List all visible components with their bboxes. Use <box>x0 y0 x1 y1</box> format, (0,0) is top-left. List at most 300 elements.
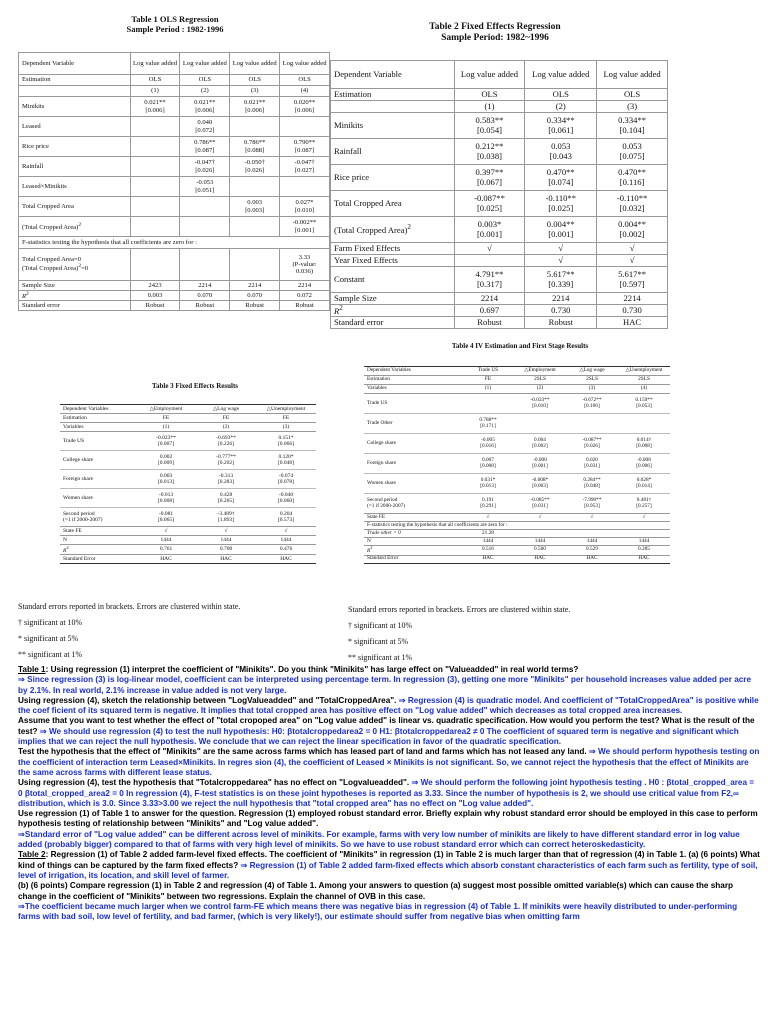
check-mark: √ <box>164 527 168 534</box>
state-fe-label: State FE <box>63 527 82 534</box>
table-row <box>364 454 670 474</box>
table-row <box>331 61 668 89</box>
coef-cell: 0.212** [0.038] <box>454 139 525 165</box>
table-row <box>60 423 316 432</box>
coef-cell <box>130 197 180 217</box>
question-4: Test the hypothesis that the effect of "Minikits" are the same across farms which has leased part of land and farms which has not leased any land. ⇒ We should perform hypothesis testing on the coefficient of interaction term Leased×Minikits. In regres sion (4), the coefficient of Leased × Minikits is not significant. So, we cannot reject the hypothesis that the effect of Minikits are the same across farms with different lease status. <box>18 747 760 777</box>
cell: 1444 <box>482 537 494 544</box>
table-row <box>331 305 668 317</box>
table-row <box>19 281 330 291</box>
state-fe-label: State FE <box>367 513 386 520</box>
row-label: Minikits <box>331 113 455 139</box>
coef-cell: 0.027* [0.010] <box>280 197 330 217</box>
table-row <box>60 405 316 414</box>
coef-cell: 0.334** [0.061] <box>525 113 597 139</box>
coef-cell: 0.053 [0.043 <box>525 139 597 165</box>
coef-cell <box>230 117 280 137</box>
cell: 5.617** [0.597] <box>597 267 668 293</box>
check-mark: √ <box>538 513 542 520</box>
note: Standard errors reported in brackets. Errors are clustered within state. <box>18 602 241 611</box>
table-row <box>19 249 330 281</box>
question-8: (b) (6 points) Compare regression (1) in Table 2 and regression (4) of Table 1. Among your answers to question (a) suggest most possible omitted variable(s) which can cause the sharp change in the coefficient of "Minikits" between two regressions. Explain the channel of OVB in this case. <box>18 881 734 901</box>
question-3: Assume that you want to test whether the effect of "total cropoped area" on "Log value added" is linear vs. quadratic specification. How would you perform the test? What is the result of the test? ⇒ We should use regression (4) to test the null hypothesis: H0: βtotalcroppedarea2 = 0 H1: βtotalcroppedarea2 ≠ 0 The coefficient of squared term is negative and significant which implies that we can reject the null hypothesis. We conclude that we can reject the linear specification in favor of the quadratic specification. <box>18 716 755 747</box>
coef-cell: -0.672** [0.166] <box>582 396 602 409</box>
header-cell: △Employment <box>149 405 183 412</box>
cell: 2214 <box>280 281 330 291</box>
header-cell: △Unemployment <box>266 405 306 412</box>
row-label: Women share <box>63 494 93 501</box>
table-row <box>19 53 330 75</box>
coef-cell: 0.120* [0.048] <box>277 453 295 466</box>
check-mark: √ <box>454 243 525 255</box>
coef-cell: 0.053 [0.075] <box>597 139 668 165</box>
coef-cell: -0.023** [0.007] <box>156 434 176 447</box>
column-number: (4) <box>280 86 330 97</box>
header-cell: OLS <box>280 75 330 86</box>
cell: HAC <box>280 555 292 562</box>
ftest-row-label: Trade other = 0 <box>367 529 401 536</box>
cell: Robust <box>280 301 330 311</box>
row-label: Leased <box>19 117 131 137</box>
dep-label: Dependent Variables <box>63 405 109 412</box>
coef-cell: 0.159** [0.053] <box>635 396 653 409</box>
table-row <box>60 470 316 489</box>
coef-cell: 0.020 [0.031] <box>584 456 600 469</box>
question-7: Table 2: Regression (1) of Table 2 added farm-level fixed effects. The coefficient of "Minikits" in regression (1) in Table 2 is much larger than that of regression (4) in Table 1. (a) (6 points) What kind of things can be captured by the farm fixed effects? ⇒ Regression (1) of Table 2 added farm-fixed effects which absorb constant characteristics of each farm such as fertility, type of soil, level of irrigation, its location, and skill level of farmer. <box>18 850 760 880</box>
coef-cell: 0.021** [0.006] <box>130 97 180 117</box>
coef-cell: -0.047† [0.026] <box>180 157 230 177</box>
table-row <box>331 267 668 293</box>
coef-cell <box>280 177 330 197</box>
r2-label: $R^2$ <box>331 305 455 317</box>
table2-title: Table 2 Fixed Effects Regression <box>429 22 561 32</box>
check-mark: √ <box>224 527 228 534</box>
note: ** significant at 1% <box>18 650 83 659</box>
table1-caption <box>100 14 250 34</box>
check-mark: √ <box>486 513 490 520</box>
coef-cell: 0.002 [0.009] <box>157 453 175 466</box>
coef-cell <box>130 137 180 157</box>
table2-caption <box>400 22 590 45</box>
coef-cell: 0.014† [0.008] <box>636 436 652 449</box>
answer-6: ⇒Standard error of "Log value added" can be different across level of minikits. For example, farms with very low number of minikits are likely to have different standard error in log value added (probably bigger) compared to that of farms with very high level of minikits. So we have to use robust standard error which can correct heteroskedasticity. <box>18 829 740 850</box>
column-number: (1) <box>162 423 170 430</box>
ftest-value: 21.28 <box>482 529 494 536</box>
note: ** significant at 1% <box>348 653 413 662</box>
questions-and-answers <box>18 665 760 922</box>
dep-label: Dependent Variables <box>367 367 411 374</box>
header-cell: 2SLS <box>534 376 546 383</box>
cell: 0.285 <box>638 546 650 553</box>
row-label: Women share <box>367 479 396 486</box>
note: * significant at 5% <box>18 634 79 643</box>
row-label: Minikits <box>19 97 131 117</box>
cell: 0.730 <box>525 305 597 317</box>
cell: Robust <box>180 301 230 311</box>
coef-cell: 0.003 [0.013] <box>157 472 175 485</box>
check-mark: √ <box>525 255 597 267</box>
cell: 0.697 <box>454 305 525 317</box>
table-row <box>60 489 316 508</box>
table-row <box>364 376 670 385</box>
table1-title: Table 1 OLS Regression <box>131 14 219 24</box>
answer-8: ⇒The coefficient became much larger when we control farm-FE which means there was negative bias in regression (4) of Table 1. If minikits were heavily distributed to under-performing farms with bad soil, low level of fertility, and bad farmer, (which is very likely!), our estimate should suffer from negative bias when omitting farm <box>18 901 738 922</box>
cell: 2214 <box>597 293 668 305</box>
table1-subtitle: Sample Period : 1982-1996 <box>126 24 224 35</box>
coef-cell: -0.008 [0.006] <box>636 456 652 469</box>
coef-cell <box>462 394 514 414</box>
row-label: Second period (=1 if 2000-2007) <box>63 510 103 523</box>
cell: 5.617** [0.339] <box>525 267 597 293</box>
row-label: College share <box>367 439 396 446</box>
coef-cell: -0.074 [0.078] <box>277 472 295 485</box>
coef-cell: 0.004** [0.001] <box>525 217 597 243</box>
n-label: N <box>63 536 67 543</box>
table-row <box>60 414 316 423</box>
coef-cell: 0.003 [0.003] <box>230 197 280 217</box>
coef-cell: 0.790** [0.087] <box>280 137 330 157</box>
table-row <box>19 97 330 117</box>
coef-cell: -0.000 [0.001] <box>532 456 548 469</box>
question-5: Using regression (4), test the hypothesis that "Totalcroppedarea" has no effect on "Logvalueadded". ⇒ We should perform the following joint hypothesis testing . H0 : βtotal_cropped_area = 0 βtotal_cropped_area2 = 0 In regression (4), F-test statistics is on these joint hypotheses is reported as 3.33. Since the number of hypothesis is 2, we should use critical value from F2,∞ distribution, which is 3.0. Since 3.33>3.00 we reject the null hypothesis that "total cropped area" has no effect on "Log value added". <box>18 778 755 808</box>
table-row <box>60 554 316 563</box>
coef-cell: -0.087** [0.026] <box>582 436 602 449</box>
table-row <box>19 237 330 249</box>
row-label: Rainfall <box>331 139 455 165</box>
table-row <box>19 117 330 137</box>
table-row <box>364 546 670 556</box>
column-number: (3) <box>230 86 280 97</box>
header-cell: OLS <box>130 75 180 86</box>
cell: 1444 <box>586 537 598 544</box>
table-row <box>60 536 316 545</box>
column-number: (3) <box>282 423 290 430</box>
row-label: Rice price <box>331 165 455 191</box>
table-row <box>60 508 316 527</box>
dep-label: Dependent Variable <box>331 61 455 89</box>
table-row <box>19 137 330 157</box>
cell: Robust <box>454 317 525 329</box>
cell: 2423 <box>130 281 180 291</box>
coef-cell <box>180 217 230 237</box>
check-mark: √ <box>642 513 646 520</box>
cell: 0.761 <box>159 546 173 553</box>
coef-cell: 0.204 [0.573] <box>277 510 295 523</box>
est-label: Estimation <box>19 75 131 86</box>
coef-cell: -0.047† [0.027] <box>280 157 330 177</box>
coef-cell: -0.053 [0.051] <box>180 177 230 197</box>
table-row <box>19 157 330 177</box>
header-cell: FE <box>222 414 230 421</box>
cell: 0.500 <box>534 546 546 553</box>
cell: Robust <box>130 301 180 311</box>
row-label: Rainfall <box>19 157 131 177</box>
coef-cell: 0.428 [0.265] <box>217 491 235 504</box>
r2-label: $R^2$ <box>19 291 131 301</box>
note: * significant at 5% <box>348 637 409 646</box>
header-cell: OLS <box>597 89 668 101</box>
table-row <box>19 301 330 311</box>
column-number: (2) <box>222 423 230 430</box>
cell: HAC <box>220 555 232 562</box>
header-cell: Log value added <box>230 53 280 75</box>
table-row <box>19 217 330 237</box>
check-mark: √ <box>597 243 668 255</box>
table-row <box>364 514 670 522</box>
row-label: Trade US <box>63 437 85 444</box>
coef-cell <box>180 197 230 217</box>
table-row <box>364 414 670 434</box>
table-row <box>364 474 670 494</box>
coef-cell: 0.021** [0.006] <box>230 97 280 117</box>
coef-cell: 0.786** [0.088] <box>230 137 280 157</box>
note: † significant at 10% <box>18 618 83 627</box>
table-row <box>19 197 330 217</box>
header-cell: OLS <box>454 89 525 101</box>
table4 <box>364 366 670 564</box>
table4-body <box>364 394 670 514</box>
cell: Robust <box>525 317 597 329</box>
row-label: (Total Cropped Area)$^2$ <box>19 217 131 237</box>
cell: HAC <box>597 317 668 329</box>
sample-label: Sample Size <box>331 293 455 305</box>
cell: 0.529 <box>586 546 598 553</box>
header-cell: FE <box>162 414 170 421</box>
column-number: (2) <box>536 385 544 392</box>
coef-cell <box>130 157 180 177</box>
table3-caption <box>120 382 270 390</box>
header-cell: 2SLS <box>638 376 650 383</box>
table-row <box>331 101 668 113</box>
coef-cell <box>566 414 618 434</box>
coef-cell: -0.110** [0.025] <box>525 191 597 217</box>
se-label: Standard error <box>331 317 455 329</box>
table-row <box>364 394 670 414</box>
row-label: Total Cropped Area <box>19 197 131 217</box>
cell: HAC <box>638 555 650 562</box>
coef-cell: 0.397** [0.067] <box>454 165 525 191</box>
coef-cell: 0.004 [0.002] <box>532 436 548 449</box>
table-row <box>19 86 330 97</box>
check-mark: √ <box>590 513 594 520</box>
header-cell: Log value added <box>280 53 330 75</box>
table-row <box>60 451 316 470</box>
cell: 0.476 <box>279 546 293 553</box>
se-label: Standard Error <box>367 555 399 562</box>
header-cell: Log value added <box>180 53 230 75</box>
coef-cell: -0.110** [0.032] <box>597 191 668 217</box>
var-label: Variables <box>367 385 387 392</box>
check-mark <box>454 255 525 267</box>
table4-title: Table 4 IV Estimation and First Stage Results <box>451 342 589 350</box>
cell: 2214 <box>525 293 597 305</box>
row-label: Total Cropped Area <box>331 191 455 217</box>
dep-label: Dependent Variable <box>19 53 131 75</box>
table-row <box>364 530 670 538</box>
check-mark: √ <box>284 527 288 534</box>
table-row <box>364 494 670 514</box>
coef-cell: -0.005 [0.016] <box>480 436 496 449</box>
coef-cell: 0.020** [0.006] <box>280 97 330 117</box>
header-cell: △Unemployment <box>625 367 663 374</box>
r2-label: $R^2$ <box>367 545 373 554</box>
cell: 2214 <box>180 281 230 291</box>
cell: HAC <box>482 555 494 562</box>
row-label: Trade US <box>367 399 388 406</box>
question-1: Table 1: Using regression (1) interpret the coefficient of "Minikits". Do you think "Minikits" has large effect on "Valueadded" in real world terms? <box>18 665 579 674</box>
coef-cell: -0.008* [0.003] <box>531 476 549 489</box>
farm-fe-label: Farm Fixed Effects <box>331 243 455 255</box>
answer-1: ⇒ Since regression (3) is log-linear model, coefficient can be interpreted using percentage term. In regression (3), getting one more "Minikits" per household increases value added per acre by 2.1%. In real world, 2.1% increase in value added is not very large. <box>18 675 752 695</box>
cell: 0.070 <box>230 291 280 301</box>
header-cell: Log value added <box>454 61 525 89</box>
table-row <box>331 293 668 305</box>
coef-cell: 0.470** [0.074] <box>525 165 597 191</box>
coef-cell <box>280 117 330 137</box>
table-row <box>331 317 668 329</box>
header-cell: Trade US <box>477 367 499 374</box>
coef-cell <box>514 414 566 434</box>
header-cell: △Employment <box>524 367 556 374</box>
coef-cell <box>130 177 180 197</box>
note: Standard errors reported in brackets. Errors are clustered within state. <box>348 605 571 614</box>
cell: HAC <box>586 555 598 562</box>
header-cell: OLS <box>525 89 597 101</box>
cell: 0.072 <box>280 291 330 301</box>
column-number: (2) <box>180 86 230 97</box>
coef-cell: -0.087** [0.025] <box>454 191 525 217</box>
table-row <box>331 165 668 191</box>
table2 <box>330 60 668 329</box>
n-label: N <box>367 537 371 544</box>
cell: 1444 <box>638 537 650 544</box>
header-cell: Log value added <box>525 61 597 89</box>
header-cell: FE <box>282 414 290 421</box>
header-cell: Log value added <box>130 53 180 75</box>
coef-cell: -0.085** [0.031] <box>530 496 550 509</box>
cell: 4.791** [0.317] <box>454 267 525 293</box>
header-cell: OLS <box>230 75 280 86</box>
check-mark: √ <box>597 255 668 267</box>
cell: 0.003 <box>130 291 180 301</box>
table-row <box>331 243 668 255</box>
coef-cell: 0.031* [0.013] <box>480 476 496 489</box>
header-cell: OLS <box>180 75 230 86</box>
notes-left <box>18 603 240 667</box>
coef-cell: 0.021** [0.006] <box>180 97 230 117</box>
table3-title: Table 3 Fixed Effects Results <box>151 382 239 390</box>
coef-cell: 0.007 [0.008] <box>480 456 496 469</box>
ftest-text: F-statistics testing the hypothesis that all coefficients are zero for : <box>367 521 508 528</box>
row-label: Leased×Minikits <box>19 177 131 197</box>
coef-cell: -7.990** [0.953] <box>582 496 602 509</box>
column-number: (1) <box>130 86 180 97</box>
table-row <box>331 113 668 139</box>
table3 <box>60 404 316 564</box>
cell: 0.730 <box>597 305 668 317</box>
question-6: Use regression (1) of Table 1 to answer for the question. Regression (1) employed robust standard error. Briefly explain why robust standard error should be employed in this case to perform hypothesis testing of relationship between "Minikits" and "Log value added". <box>18 809 758 829</box>
coef-cell: -0.033** [0.010] <box>530 396 550 409</box>
header-cell: Log value added <box>597 61 668 89</box>
coef-cell: -0.040 [0.060] <box>277 491 295 504</box>
table-row <box>19 291 330 301</box>
notes-right <box>348 606 570 670</box>
row-label: College share <box>63 456 94 463</box>
table-row <box>331 191 668 217</box>
r2-label: $R^2$ <box>63 545 69 554</box>
check-mark: √ <box>525 243 597 255</box>
coef-cell: 0.788** [0.171] <box>479 416 497 429</box>
row-label: Foreign share <box>63 475 94 482</box>
coef-cell: 0.481† [0.257] <box>636 496 652 509</box>
cell: 0.070 <box>180 291 230 301</box>
cell: 2214 <box>230 281 280 291</box>
coef-cell <box>130 217 180 237</box>
coef-cell <box>230 177 280 197</box>
table-row <box>60 527 316 536</box>
ftest-text: F-statistics testing the hypothesis that all coefficients are zero for : <box>19 237 330 249</box>
column-number: (3) <box>597 101 668 113</box>
coef-cell: -0.081 [0.065] <box>157 510 175 523</box>
table-row <box>331 217 668 243</box>
table-row <box>364 555 670 563</box>
coef-cell: -0.313 [0.283] <box>217 472 235 485</box>
table-row <box>19 177 330 197</box>
row-label: Foreign share <box>367 459 396 466</box>
se-label: Standard Error <box>63 555 96 562</box>
est-label: Estimation <box>367 376 390 383</box>
coef-cell: 0.470** [0.116] <box>597 165 668 191</box>
coef-cell <box>618 414 670 434</box>
row-label: Rice price <box>19 137 131 157</box>
table-row <box>364 434 670 454</box>
header-cell: △Log wage <box>212 405 240 412</box>
est-label: Estimation <box>63 414 87 421</box>
cell: 1444 <box>160 536 172 543</box>
coef-cell: 0.786** [0.087] <box>180 137 230 157</box>
year-fe-label: Year Fixed Effects <box>331 255 455 267</box>
coef-cell: -0.013 [0.008] <box>157 491 175 504</box>
cell: 0.516 <box>482 546 494 553</box>
row-label: Second period (=1 if 2000-2007) <box>367 496 405 509</box>
table-row <box>364 385 670 394</box>
table-row <box>60 432 316 451</box>
coef-cell: 0.003* [0.001] <box>454 217 525 243</box>
column-number: (3) <box>588 385 596 392</box>
coef-cell: 0.004** [0.002] <box>597 217 668 243</box>
var-label: Variables <box>63 423 84 430</box>
ftest-labels <box>19 249 131 281</box>
coef-cell: 0.334** [0.104] <box>597 113 668 139</box>
cell: HAC <box>160 555 172 562</box>
table-row <box>364 367 670 376</box>
coef-cell: -3.489† [1.893] <box>217 510 235 523</box>
coef-cell <box>230 217 280 237</box>
table-row <box>331 255 668 267</box>
cell: 1444 <box>280 536 292 543</box>
table4-caption <box>420 342 620 350</box>
est-label: Estimation <box>331 89 455 101</box>
coef-cell: -0.050† [0.026] <box>230 157 280 177</box>
question-2: Using regression (4), sketch the relationship between "LogValueadded" and "TotalCroppedArea". ⇒ Regression (4) is quadratic model. And coefficient of "TotalCroppedArea" is positive while the coef ficient of its squared term is negative. It implies that total cropped area has positive effect on "Log value added" which decreases as total cropped area increases. <box>18 695 759 716</box>
se-label: Standard error <box>19 301 131 311</box>
coef-cell: -0.693** [0.226] <box>216 434 236 447</box>
table-row <box>364 522 670 530</box>
row-label: (Total Cropped Area)$^2$ <box>331 217 455 243</box>
cell: 0.700 <box>219 546 233 553</box>
coef-cell: 0.151* [0.066] <box>277 434 295 447</box>
row-label: Trade Other <box>367 419 393 426</box>
